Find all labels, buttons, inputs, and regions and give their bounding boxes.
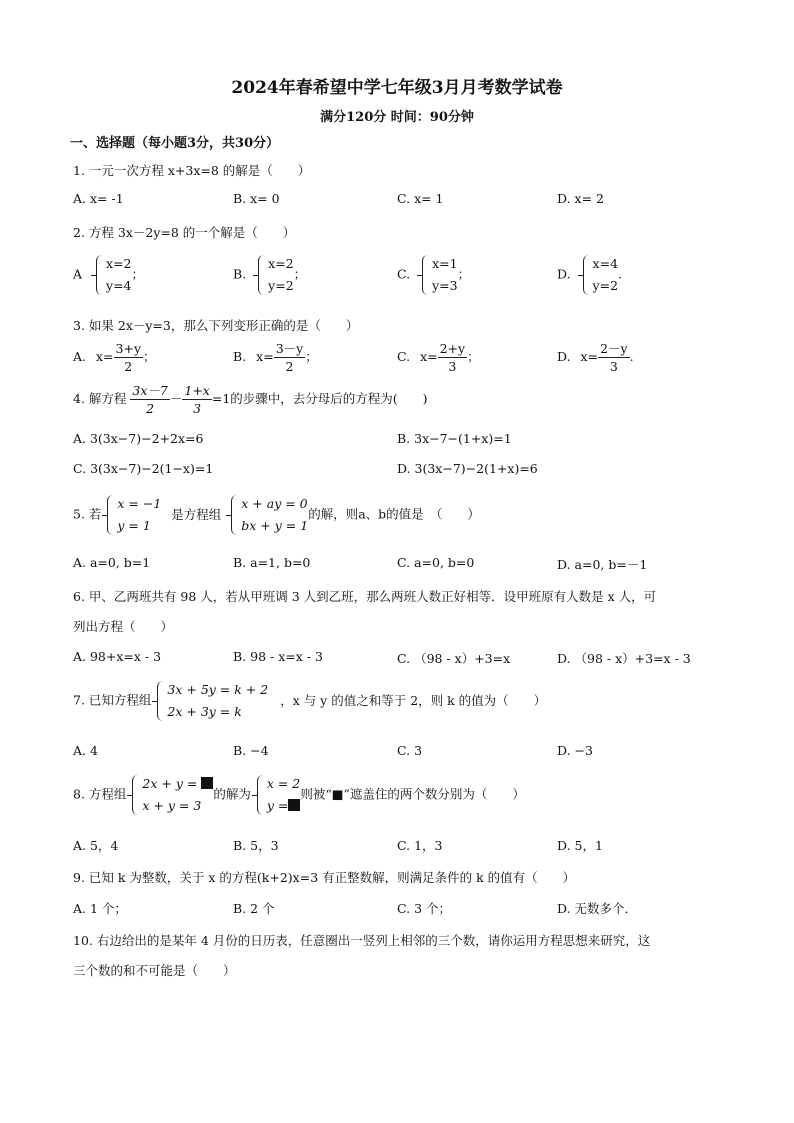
q2-option-c-label: C. — [397, 266, 411, 282]
q2-d-eq1: x=4 — [592, 256, 619, 271]
q2-option-d — [557, 253, 622, 297]
q4-frac2-denominator: 3 — [193, 401, 202, 416]
q4-option-a: A. 3(3x−7)−2+2x=6 — [73, 431, 204, 446]
q3-c-label: C. — [397, 349, 411, 364]
q3-a-pre: x= — [96, 349, 114, 364]
q4-suffix: 的步骤中，去分母后的方程为( ) — [230, 391, 428, 406]
exam-info: 满分120分 时间：90分钟 — [320, 110, 474, 125]
q2-option-c — [397, 253, 470, 297]
q2-b-eq1: x=2 — [268, 256, 294, 271]
question-8-stem — [73, 773, 525, 817]
q7-suffix: ，x 与 y 的值之和等于 2，则 k 的值为（ ） — [280, 692, 547, 708]
q6-option-b: B. 98 - x=x - 3 — [233, 649, 323, 664]
question-6-line2: 列出方程（ ） — [73, 619, 174, 634]
q7-prefix: 7. 已知方程组 — [73, 692, 152, 708]
q3-b-denominator: 2 — [285, 359, 294, 374]
q2-d-eq2: y=2 — [592, 278, 619, 293]
q7-eq2: 2x + 3y = k — [167, 704, 242, 719]
q8-result-eq2: y = — [266, 798, 289, 813]
question-9-stem: 9. 已知 k 为整数，关于 x 的方程(k+2)x=3 有正整数解，则满足条件的 k 的值有（ ） — [73, 870, 576, 885]
q3-d-label: D. — [557, 349, 571, 364]
q5-option-d: D. a=0, b=－1 — [557, 557, 648, 572]
q8-eq1: 2x + y = — [142, 776, 198, 791]
q8-option-c: C. 1，3 — [397, 838, 443, 853]
q3-c-numerator: 2+y — [439, 341, 466, 356]
q9-option-a: A. 1 个； — [73, 901, 127, 916]
q3-b-pre: x= — [256, 349, 274, 364]
q3-option-c — [397, 340, 480, 375]
q3-option-d — [557, 340, 634, 375]
q2-option-a-label: A — [73, 266, 83, 282]
q1-option-a: A. x= -1 — [73, 191, 124, 206]
q5-system-eq2: bx + y = 1 — [241, 518, 309, 533]
q8-option-d: D. 5，1 — [557, 838, 603, 853]
section-heading: 一、选择题（每小题3分，共30分） — [70, 136, 280, 151]
q3-c-pre: x= — [420, 349, 438, 364]
q1-option-d: D. x= 2 — [557, 191, 604, 206]
q1-option-c: C. x= 1 — [397, 191, 444, 206]
q2-option-a — [73, 253, 144, 297]
q3-c-denominator: 3 — [448, 359, 457, 374]
hidden-value-box — [201, 777, 213, 789]
q5-middle: 是方程组 — [171, 506, 222, 522]
q4-frac2-numerator: 1+x — [184, 383, 210, 398]
q2-option-d-label: D. — [557, 266, 571, 282]
q4-option-b: B. 3x−7−(1+x)=1 — [397, 431, 512, 446]
q2-d-end: . — [618, 266, 623, 282]
q9-option-b: B. 2 个 — [233, 901, 275, 916]
q2-option-b — [233, 253, 306, 297]
q2-a-eq1: x=2 — [106, 256, 132, 271]
q5-option-c: C. a=0, b=0 — [397, 555, 475, 570]
question-6-line1: 6. 甲、乙两班共有 98 人，若从甲班调 3 人到乙班，那么两班人数正好相等．设甲班原有人数是 x 人，可 — [73, 589, 657, 604]
page-title: 2024年春希望中学七年级3月月考数学试卷 — [231, 78, 563, 98]
q7-option-d: D. −3 — [557, 743, 593, 758]
question-10-line1: 10. 右边给出的是某年 4 月份的日历表，任意圈出一竖列上相邻的三个数，请你运用方程思想来研究，这 — [73, 933, 651, 948]
q4-frac1-denominator: 2 — [146, 401, 155, 416]
question-4-stem — [73, 382, 428, 417]
q8-eq2: x + y = 3 — [142, 798, 202, 813]
q3-option-b — [233, 340, 318, 375]
q4-equals: =1 — [211, 391, 231, 406]
q3-a-denominator: 2 — [124, 359, 133, 374]
question-1-stem: 1. 一元一次方程 x+3x=8 的解是（ ） — [73, 163, 311, 178]
q4-prefix: 4. 解方程 — [73, 391, 127, 406]
q4-minus: － — [169, 391, 183, 406]
q6-option-a: A. 98+x=x - 3 — [73, 649, 162, 664]
q8-option-b: B. 5，3 — [233, 838, 279, 853]
q5-option-b: B. a=1, b=0 — [233, 555, 311, 570]
q2-c-eq1: x=1 — [432, 256, 458, 271]
q6-option-d: D. （98 - x）+3=x - 3 — [557, 651, 691, 666]
q2-option-b-label: B. — [233, 266, 247, 282]
q7-eq1: 3x + 5y = k + 2 — [167, 682, 269, 697]
q4-frac1-numerator: 3x－7 — [132, 383, 168, 398]
q3-b-end: ； — [305, 349, 318, 364]
q9-option-c: C. 3 个； — [397, 901, 451, 916]
q5-system-eq1: x + ay = 0 — [241, 496, 308, 511]
q2-c-end: ； — [457, 266, 471, 282]
question-5-stem — [73, 493, 480, 537]
q2-b-eq2: y=2 — [268, 278, 294, 293]
q3-option-a — [73, 340, 156, 375]
q8-option-a: A. 5，4 — [73, 838, 119, 853]
q1-option-b: B. x= 0 — [233, 191, 280, 206]
q3-a-label: A. — [73, 349, 87, 364]
q3-d-denominator: 3 — [609, 359, 618, 374]
q2-a-end: ； — [131, 266, 145, 282]
q4-option-d: D. 3(3x−7)−2(1+x)=6 — [397, 461, 538, 476]
q8-prefix: 8. 方程组 — [73, 786, 127, 802]
q5-suffix: 的解，则a、b的值是 （ ） — [308, 506, 480, 522]
q3-a-end: ； — [143, 349, 156, 364]
q7-option-a: A. 4 — [73, 743, 98, 758]
question-10-line2: 三个数的和不可能是（ ） — [73, 963, 236, 978]
q4-option-c: C. 3(3x−7)−2(1−x)=1 — [73, 461, 214, 476]
hidden-value-box — [288, 799, 300, 811]
q5-option-a: A. a=0, b=1 — [73, 555, 151, 570]
q3-c-end: ； — [467, 349, 480, 364]
q8-middle: 的解为 — [213, 786, 251, 802]
q8-suffix: 则被“■”遮盖住的两个数分别为（ ） — [300, 786, 525, 802]
q5-given-eq1: x = −1 — [117, 496, 162, 511]
q5-given-eq2: y = 1 — [117, 518, 151, 533]
question-2-stem: 2. 方程 3x－2y=8 的一个解是（ ） — [73, 225, 296, 240]
q3-d-numerator: 2－y — [600, 341, 628, 356]
q3-a-numerator: 3+y — [115, 341, 142, 356]
question-7-stem — [73, 679, 546, 723]
q6-option-c: C. （98 - x）+3=x — [397, 651, 511, 666]
q5-prefix: 5. 若 — [73, 506, 102, 522]
q8-result-eq1: x = 2 — [266, 776, 301, 791]
question-3-stem: 3. 如果 2x－y=3，那么下列变形正确的是（ ） — [73, 318, 359, 333]
q2-b-end: ； — [293, 266, 307, 282]
q2-a-eq2: y=4 — [106, 278, 132, 293]
q3-d-end: . — [629, 349, 634, 364]
q3-b-numerator: 3－y — [275, 341, 304, 356]
q9-option-d: D. 无数多个． — [557, 901, 638, 916]
q2-c-eq2: y=3 — [432, 278, 458, 293]
q3-d-pre: x= — [580, 349, 599, 364]
q7-option-b: B. −4 — [233, 743, 269, 758]
q7-option-c: C. 3 — [397, 743, 423, 758]
q3-b-label: B. — [233, 349, 247, 364]
